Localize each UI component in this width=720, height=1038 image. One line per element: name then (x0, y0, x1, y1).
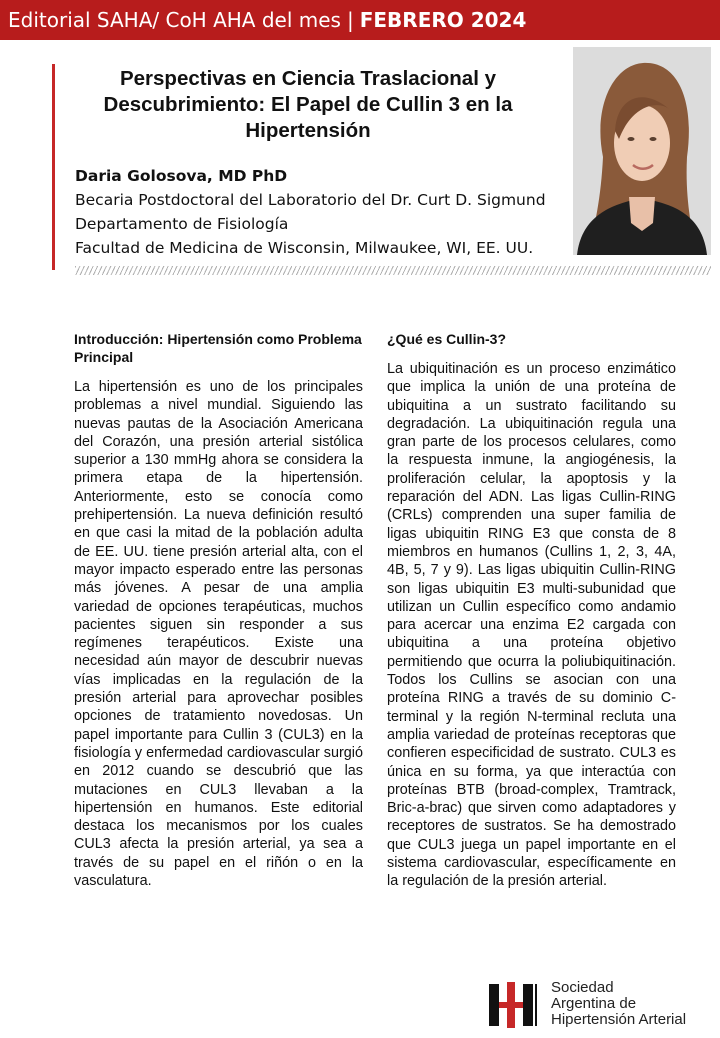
article-title: Perspectivas en Ciencia Traslacional y Descubrimiento: El Papel de Cullin 3 en la Hipertensión (103, 67, 513, 142)
author-affiliation-line: Becaria Postdoctoral del Laboratorio del Dr. Curt D. Sigmund (75, 191, 546, 209)
saha-logo (489, 980, 709, 1030)
right-column (387, 330, 676, 891)
author-affiliation-line: Facultad de Medicina de Wisconsin, Milwaukee, WI, EE. UU. (75, 239, 534, 257)
author-photo (573, 47, 711, 255)
section-body: La ubiquitinación es un proceso enzimático que implica la unión de una proteína de ubiquitina a un sustrato facilitando su degradación. La ubiquitinación regula una gran parte de los procesos celulares, como la respuesta inmune, la angiogénesis, la proliferación celular, la apoptosis y la reparación del ADN. Las ligas Cullin-RING (CRLs) comprenden una super familia de ligas ubiquitin RING E3 que consta de 8 miembros en humanos (Cullins 1, 2, 3, 4A, 4B, 5, 7 y 9). Las ligas ubiquitin Cullin-RING son ligas ubiquitin E3 multi-subunidad que utilizan un Cullin específico como andamio para acercar una enzima E2 cargada con ubiquitina a una proteína objetivo permitiendo que ocurra la poliubiquitinación. Todos los Cullins se asocian con una proteína RING a través de su dominio C-terminal y la región N-terminal recluta una amplia variedad de proteínas receptoras que confieren especificidad de sustrato. CUL3 es única en su forma, ya que interactúa con proteínas BTB (broad-complex, Tramtrack, Bric-a-brac) que sirven como adaptadores y receptores de sustratos. Se ha demostrado que CUL3 juega un papel importante en el sistema cardiovascular, específicamente en la regulación de la presión arterial. (387, 361, 676, 890)
logo-text (551, 980, 686, 1028)
logo-text-line: Hipertensión Arterial (551, 1011, 687, 1028)
header-label: Editorial SAHA/ CoH AHA del mes (8, 8, 341, 32)
title-accent-bar (52, 64, 55, 270)
logo-text-line: Sociedad (551, 979, 614, 996)
logo-text-line: Argentina de (551, 995, 637, 1012)
header-separator: | (346, 8, 354, 32)
author-affiliation-line: Departamento de Fisiología (75, 215, 289, 233)
left-column (74, 330, 363, 890)
author-block (75, 164, 555, 260)
header-banner (0, 0, 720, 40)
hatched-divider (75, 266, 711, 275)
section-heading: ¿Qué es Cullin-3? (387, 331, 507, 347)
saha-logo-icon (489, 982, 541, 1028)
section-heading: Introducción: Hipertensión como Problema Principal (74, 331, 362, 365)
header-month: FEBRERO 2024 (359, 8, 527, 32)
section-body: La hipertensión es uno de los principales problemas a nivel mundial. Siguiendo las nuevas pautas de la Asociación Americana del Corazón, una presión arterial sistólica superior a 130 mmHg ahora se considera la primera etapa de la hipertensión. Anteriormente, esto se conocía como prehipertensión. La nueva definición resultó en que casi la mitad de la población adulta de EE. UU. tiene presión arterial alta, con el mayor impacto esperado entre las personas más jóvenes. A pesar de una amplia variedad de opciones terapéuticas, muchos pacientes siguen sin responder a sus regímenes terapéuticos. Existe una necesidad aún mayor de descubrir nuevas vías implicadas en la regulación de la presión arterial para aprovechar posibles opciones de tratamiento novedosas. Un papel importante para Cullin 3 (CUL3) en la fisiología y enfermedad cardiovascular surgió en 2012 cuando se descubrió que las mutaciones en CUL3 llevaban a la hipertensión en humanos. Este editorial destaca los mecanismos por los cuales CUL3 afecta la presión arterial, ya sea a través de su papel en el riñón o en la vasculatura. (74, 379, 363, 890)
portrait-icon (573, 47, 711, 255)
author-name: Daria Golosova, MD PhD (75, 167, 288, 185)
